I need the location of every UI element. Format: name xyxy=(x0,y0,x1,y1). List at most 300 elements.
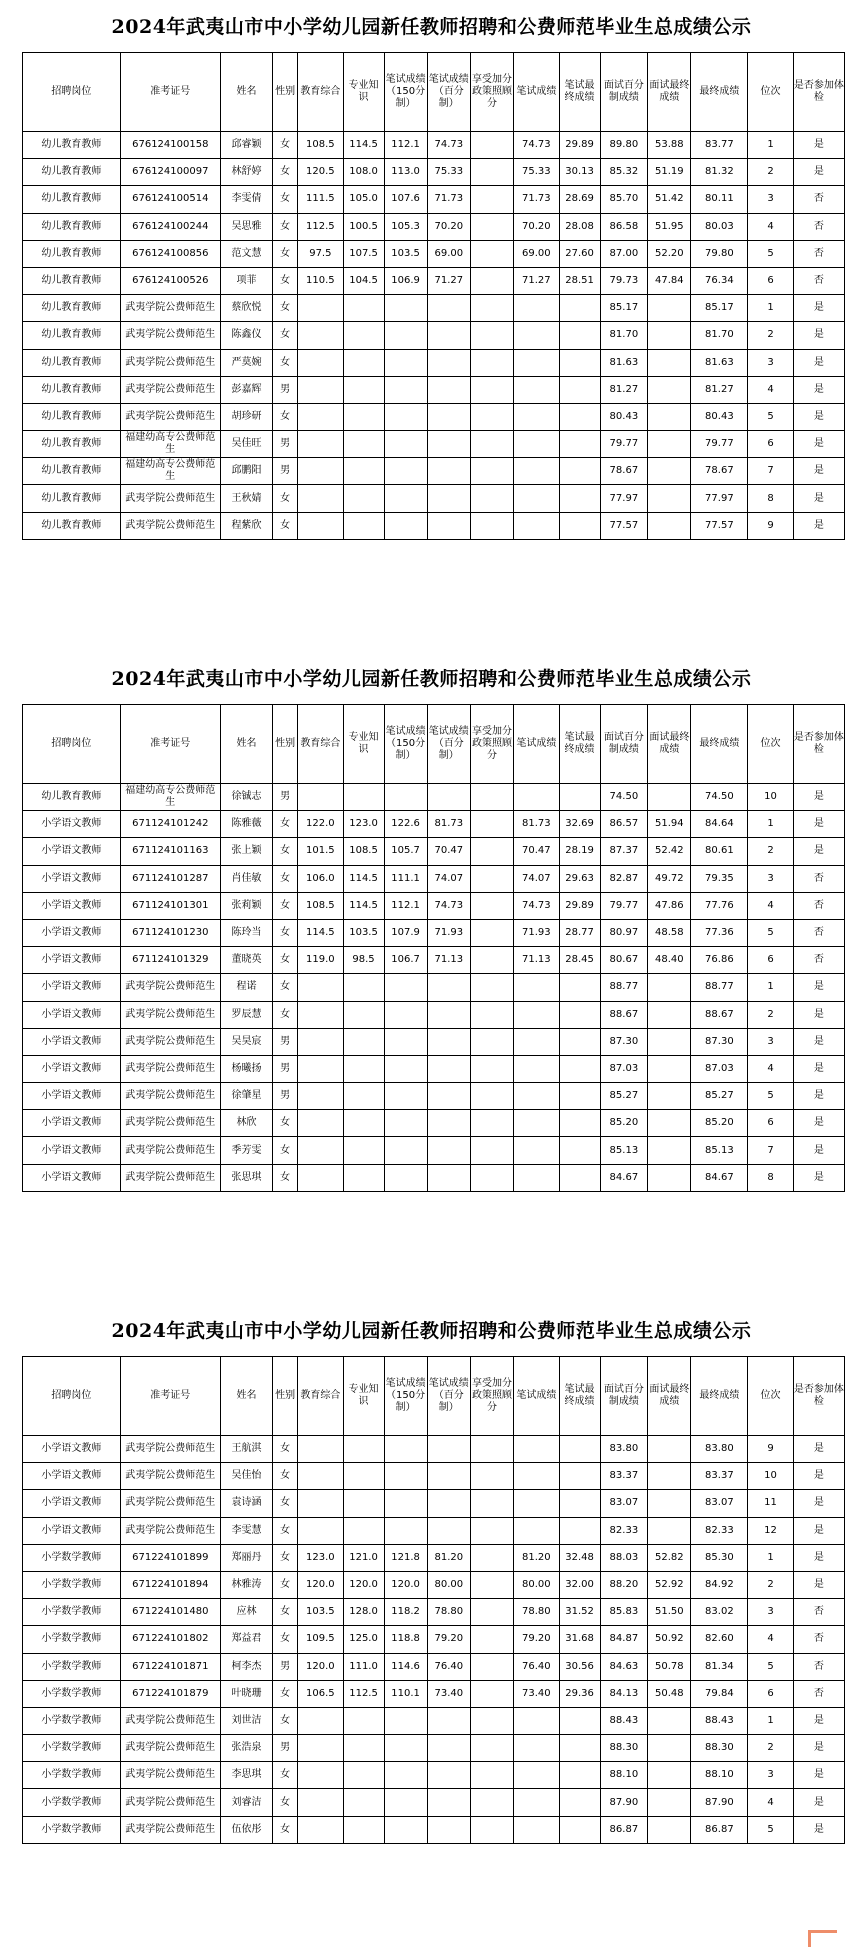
cell-written-score xyxy=(514,431,559,458)
cell-gender: 男 xyxy=(273,784,298,811)
cell-bonus xyxy=(470,1707,513,1734)
cell-physical-exam: 是 xyxy=(793,431,844,458)
cell-interview-final xyxy=(648,1001,691,1028)
cell-written-score: 73.40 xyxy=(514,1680,559,1707)
cell-interview-100: 88.77 xyxy=(600,974,648,1001)
cell-rank: 6 xyxy=(748,1110,793,1137)
cell-final-score: 82.33 xyxy=(691,1517,748,1544)
cell-interview-100: 85.27 xyxy=(600,1083,648,1110)
cell-written-100 xyxy=(427,431,470,458)
cell-final-score: 80.61 xyxy=(691,838,748,865)
cell-ticket-no: 福建幼高专公费师范生 xyxy=(120,458,220,485)
cell-written-100: 71.13 xyxy=(427,947,470,974)
cell-ticket-no: 671124101242 xyxy=(120,811,220,838)
cell-written-150: 107.6 xyxy=(384,186,427,213)
cell-gender: 女 xyxy=(273,1789,298,1816)
cell-written-100 xyxy=(427,1436,470,1463)
cell-gender: 女 xyxy=(273,811,298,838)
cell-written-final: 29.89 xyxy=(559,892,600,919)
cell-interview-100: 85.32 xyxy=(600,159,648,186)
table-row xyxy=(23,1816,845,1843)
table-row xyxy=(23,1599,845,1626)
cell-interview-100: 84.67 xyxy=(600,1164,648,1191)
cell-physical-exam: 是 xyxy=(793,1436,844,1463)
cell-interview-final xyxy=(648,784,691,811)
cell-ticket-no: 676124100856 xyxy=(120,240,220,267)
cell-written-score: 74.73 xyxy=(514,132,559,159)
cell-interview-100: 88.10 xyxy=(600,1762,648,1789)
cell-bonus xyxy=(470,1816,513,1843)
table-row xyxy=(23,485,845,512)
cell-written-150 xyxy=(384,1001,427,1028)
cell-physical-exam: 是 xyxy=(793,1544,844,1571)
cell-post: 幼儿教育教师 xyxy=(23,485,121,512)
cell-bonus xyxy=(470,240,513,267)
cell-rank: 3 xyxy=(748,1599,793,1626)
cell-bonus xyxy=(470,1762,513,1789)
table-row xyxy=(23,1001,845,1028)
cell-written-100 xyxy=(427,1789,470,1816)
cell-interview-100: 81.63 xyxy=(600,349,648,376)
cell-written-final xyxy=(559,512,600,539)
cell-bonus xyxy=(470,1571,513,1598)
cell-written-100: 69.00 xyxy=(427,240,470,267)
cell-bonus xyxy=(470,186,513,213)
cell-interview-final: 51.50 xyxy=(648,1599,691,1626)
column-header-rank: 位次 xyxy=(748,1357,793,1436)
cell-rank: 2 xyxy=(748,1571,793,1598)
cell-name: 肖佳敏 xyxy=(220,865,272,892)
table-row xyxy=(23,349,845,376)
cell-name: 陈雅薇 xyxy=(220,811,272,838)
cell-final-score: 84.67 xyxy=(691,1164,748,1191)
cell-interview-100: 83.80 xyxy=(600,1436,648,1463)
cell-ticket-no: 武夷学院公费师范生 xyxy=(120,1110,220,1137)
cell-pro-score xyxy=(343,1164,384,1191)
cell-bonus xyxy=(470,865,513,892)
cell-interview-final xyxy=(648,295,691,322)
cell-rank: 3 xyxy=(748,865,793,892)
cell-final-score: 83.77 xyxy=(691,132,748,159)
cell-written-score xyxy=(514,1735,559,1762)
cell-final-score: 82.60 xyxy=(691,1626,748,1653)
cell-final-score: 80.43 xyxy=(691,403,748,430)
cell-bonus xyxy=(470,1517,513,1544)
cell-ticket-no: 671224101894 xyxy=(120,1571,220,1598)
cell-final-score: 78.67 xyxy=(691,458,748,485)
cell-final-score: 81.70 xyxy=(691,322,748,349)
cell-name: 林舒婷 xyxy=(220,159,272,186)
cell-interview-final: 47.86 xyxy=(648,892,691,919)
cell-written-score: 71.27 xyxy=(514,267,559,294)
cell-name: 季芳雯 xyxy=(220,1137,272,1164)
column-header-physical-exam: 是否参加体检 xyxy=(793,53,844,132)
cell-written-final: 31.68 xyxy=(559,1626,600,1653)
cell-pro-score: 100.5 xyxy=(343,213,384,240)
cell-bonus xyxy=(470,1544,513,1571)
cell-ticket-no: 武夷学院公费师范生 xyxy=(120,1436,220,1463)
cell-edu-score: 120.0 xyxy=(298,1571,343,1598)
cell-bonus xyxy=(470,159,513,186)
cell-rank: 5 xyxy=(748,1653,793,1680)
cell-written-150: 120.0 xyxy=(384,1571,427,1598)
cell-ticket-no: 武夷学院公费师范生 xyxy=(120,512,220,539)
column-header-name: 姓名 xyxy=(220,705,272,784)
cell-written-150: 121.8 xyxy=(384,1544,427,1571)
cell-physical-exam: 是 xyxy=(793,1789,844,1816)
cell-rank: 4 xyxy=(748,1626,793,1653)
cell-name: 程诺 xyxy=(220,974,272,1001)
cell-written-final: 29.89 xyxy=(559,132,600,159)
cell-final-score: 76.34 xyxy=(691,267,748,294)
cell-written-150 xyxy=(384,1137,427,1164)
cell-rank: 8 xyxy=(748,485,793,512)
cell-written-score xyxy=(514,485,559,512)
cell-written-final xyxy=(559,784,600,811)
cell-interview-final: 52.42 xyxy=(648,838,691,865)
cell-interview-final xyxy=(648,1436,691,1463)
cell-physical-exam: 是 xyxy=(793,1110,844,1137)
cell-ticket-no: 武夷学院公费师范生 xyxy=(120,1164,220,1191)
column-header-interview-final: 面试最终成绩 xyxy=(648,1357,691,1436)
cell-bonus xyxy=(470,403,513,430)
cell-post: 小学语文教师 xyxy=(23,1055,121,1082)
cell-rank: 1 xyxy=(748,974,793,1001)
cell-written-score: 70.20 xyxy=(514,213,559,240)
cell-physical-exam: 是 xyxy=(793,974,844,1001)
cell-written-100 xyxy=(427,1110,470,1137)
cell-pro-score xyxy=(343,1490,384,1517)
cell-bonus xyxy=(470,213,513,240)
cell-physical-exam: 是 xyxy=(793,1137,844,1164)
cell-written-100 xyxy=(427,485,470,512)
cell-edu-score xyxy=(298,1110,343,1137)
cell-interview-final xyxy=(648,349,691,376)
cell-interview-100: 74.50 xyxy=(600,784,648,811)
cell-written-100 xyxy=(427,349,470,376)
cell-final-score: 81.27 xyxy=(691,376,748,403)
cell-post: 小学语文教师 xyxy=(23,1083,121,1110)
column-header-edu-score: 教育综合 xyxy=(298,705,343,784)
column-header-final-score: 最终成绩 xyxy=(691,53,748,132)
cell-written-score: 74.07 xyxy=(514,865,559,892)
cell-post: 小学数学教师 xyxy=(23,1707,121,1734)
table-header-row xyxy=(23,705,845,784)
cell-interview-final: 52.82 xyxy=(648,1544,691,1571)
cell-post: 幼儿教育教师 xyxy=(23,431,121,458)
cell-post: 小学语文教师 xyxy=(23,947,121,974)
column-header-ticket-no: 准考证号 xyxy=(120,53,220,132)
cell-written-final: 32.00 xyxy=(559,1571,600,1598)
cell-post: 幼儿教育教师 xyxy=(23,349,121,376)
cell-bonus xyxy=(470,1083,513,1110)
cell-post: 小学语文教师 xyxy=(23,838,121,865)
cell-interview-final xyxy=(648,1707,691,1734)
cell-written-150 xyxy=(384,1517,427,1544)
cell-ticket-no: 676124100514 xyxy=(120,186,220,213)
table-row xyxy=(23,322,845,349)
cell-physical-exam: 是 xyxy=(793,1762,844,1789)
cell-interview-100: 84.13 xyxy=(600,1680,648,1707)
cell-post: 小学数学教师 xyxy=(23,1789,121,1816)
cell-ticket-no: 武夷学院公费师范生 xyxy=(120,1816,220,1843)
cell-interview-100: 77.97 xyxy=(600,485,648,512)
cell-rank: 3 xyxy=(748,1762,793,1789)
cell-name: 蔡欣悦 xyxy=(220,295,272,322)
cell-name: 张思琪 xyxy=(220,1164,272,1191)
cell-name: 严莫婉 xyxy=(220,349,272,376)
cell-written-100: 71.73 xyxy=(427,186,470,213)
cell-interview-final: 51.19 xyxy=(648,159,691,186)
cell-written-100 xyxy=(427,1137,470,1164)
cell-written-score xyxy=(514,1164,559,1191)
cell-written-final: 29.36 xyxy=(559,1680,600,1707)
cell-gender: 女 xyxy=(273,1001,298,1028)
cell-interview-final: 47.84 xyxy=(648,267,691,294)
table-row xyxy=(23,892,845,919)
cell-gender: 女 xyxy=(273,1490,298,1517)
cell-name: 邱睿颖 xyxy=(220,132,272,159)
cell-post: 幼儿教育教师 xyxy=(23,132,121,159)
column-header-gender: 性别 xyxy=(273,705,298,784)
cell-final-score: 85.17 xyxy=(691,295,748,322)
cell-physical-exam: 否 xyxy=(793,892,844,919)
cell-written-final: 32.48 xyxy=(559,1544,600,1571)
cell-written-100 xyxy=(427,974,470,1001)
cell-gender: 女 xyxy=(273,512,298,539)
table-row xyxy=(23,1571,845,1598)
table-row xyxy=(23,295,845,322)
cell-ticket-no: 武夷学院公费师范生 xyxy=(120,1490,220,1517)
cell-physical-exam: 是 xyxy=(793,1055,844,1082)
cell-written-score xyxy=(514,1707,559,1734)
cell-post: 幼儿教育教师 xyxy=(23,512,121,539)
cell-written-score xyxy=(514,1028,559,1055)
cell-ticket-no: 671124101287 xyxy=(120,865,220,892)
cell-interview-final xyxy=(648,1735,691,1762)
cell-edu-score: 108.5 xyxy=(298,892,343,919)
cell-post: 小学语文教师 xyxy=(23,1137,121,1164)
cell-bonus xyxy=(470,784,513,811)
table-row xyxy=(23,1680,845,1707)
cell-written-final xyxy=(559,1789,600,1816)
cell-written-score xyxy=(514,376,559,403)
cell-bonus xyxy=(470,811,513,838)
cell-written-score: 75.33 xyxy=(514,159,559,186)
cell-written-150 xyxy=(384,1789,427,1816)
cell-written-150 xyxy=(384,784,427,811)
cell-ticket-no: 676124100097 xyxy=(120,159,220,186)
cell-pro-score xyxy=(343,403,384,430)
cell-interview-100: 81.27 xyxy=(600,376,648,403)
cell-bonus xyxy=(470,947,513,974)
cell-pro-score xyxy=(343,1137,384,1164)
cell-written-100: 74.73 xyxy=(427,892,470,919)
cell-final-score: 83.37 xyxy=(691,1463,748,1490)
cell-edu-score xyxy=(298,1001,343,1028)
cell-physical-exam: 否 xyxy=(793,267,844,294)
cell-written-score: 78.80 xyxy=(514,1599,559,1626)
cell-written-final xyxy=(559,1001,600,1028)
table-header-row xyxy=(23,53,845,132)
cell-written-150: 107.9 xyxy=(384,919,427,946)
cell-interview-100: 88.43 xyxy=(600,1707,648,1734)
cell-rank: 5 xyxy=(748,403,793,430)
cell-final-score: 76.86 xyxy=(691,947,748,974)
corner-logo-mark xyxy=(808,1930,837,1947)
table-row xyxy=(23,1735,845,1762)
cell-rank: 1 xyxy=(748,132,793,159)
cell-written-score xyxy=(514,1137,559,1164)
cell-written-150: 114.6 xyxy=(384,1653,427,1680)
cell-interview-final: 49.72 xyxy=(648,865,691,892)
cell-rank: 7 xyxy=(748,458,793,485)
cell-interview-100: 77.57 xyxy=(600,512,648,539)
cell-name: 张浩泉 xyxy=(220,1735,272,1762)
cell-name: 程紫欣 xyxy=(220,512,272,539)
cell-physical-exam: 否 xyxy=(793,1680,844,1707)
cell-post: 幼儿教育教师 xyxy=(23,376,121,403)
cell-written-score xyxy=(514,1517,559,1544)
cell-bonus xyxy=(470,974,513,1001)
cell-bonus xyxy=(470,1001,513,1028)
cell-physical-exam: 是 xyxy=(793,322,844,349)
cell-final-score: 85.13 xyxy=(691,1137,748,1164)
cell-written-100: 71.93 xyxy=(427,919,470,946)
cell-written-150: 110.1 xyxy=(384,1680,427,1707)
cell-bonus xyxy=(470,1055,513,1082)
cell-ticket-no: 676124100158 xyxy=(120,132,220,159)
table-row xyxy=(23,1789,845,1816)
cell-name: 王航淇 xyxy=(220,1436,272,1463)
cell-written-score: 81.20 xyxy=(514,1544,559,1571)
cell-physical-exam: 是 xyxy=(793,159,844,186)
cell-pro-score: 125.0 xyxy=(343,1626,384,1653)
cell-edu-score xyxy=(298,1436,343,1463)
table-row xyxy=(23,403,845,430)
cell-pro-score xyxy=(343,458,384,485)
cell-name: 叶晓珊 xyxy=(220,1680,272,1707)
cell-gender: 女 xyxy=(273,1137,298,1164)
cell-pro-score xyxy=(343,1083,384,1110)
cell-interview-final: 50.48 xyxy=(648,1680,691,1707)
cell-edu-score xyxy=(298,1028,343,1055)
column-header-written-final: 笔试最终成绩 xyxy=(559,1357,600,1436)
cell-gender: 女 xyxy=(273,159,298,186)
cell-post: 小学语文教师 xyxy=(23,1490,121,1517)
cell-written-150 xyxy=(384,512,427,539)
column-header-final-score: 最终成绩 xyxy=(691,1357,748,1436)
column-header-final-score: 最终成绩 xyxy=(691,705,748,784)
cell-pro-score xyxy=(343,349,384,376)
cell-written-100 xyxy=(427,295,470,322)
cell-written-150 xyxy=(384,1110,427,1137)
cell-interview-final: 53.88 xyxy=(648,132,691,159)
cell-ticket-no: 武夷学院公费师范生 xyxy=(120,376,220,403)
cell-written-100 xyxy=(427,1707,470,1734)
cell-written-100: 79.20 xyxy=(427,1626,470,1653)
table-row xyxy=(23,1490,845,1517)
cell-written-150 xyxy=(384,376,427,403)
column-header-interview-100: 面试百分制成绩 xyxy=(600,53,648,132)
cell-gender: 女 xyxy=(273,892,298,919)
cell-edu-score xyxy=(298,1463,343,1490)
cell-edu-score xyxy=(298,1816,343,1843)
cell-interview-100: 87.03 xyxy=(600,1055,648,1082)
cell-written-final: 28.45 xyxy=(559,947,600,974)
cell-final-score: 80.11 xyxy=(691,186,748,213)
cell-name: 张莉颖 xyxy=(220,892,272,919)
table-row xyxy=(23,1083,845,1110)
cell-gender: 女 xyxy=(273,267,298,294)
cell-ticket-no: 武夷学院公费师范生 xyxy=(120,1762,220,1789)
cell-pro-score xyxy=(343,295,384,322)
cell-edu-score xyxy=(298,349,343,376)
cell-bonus xyxy=(470,349,513,376)
cell-written-100 xyxy=(427,1463,470,1490)
cell-gender: 女 xyxy=(273,974,298,1001)
cell-pro-score: 98.5 xyxy=(343,947,384,974)
cell-final-score: 83.80 xyxy=(691,1436,748,1463)
cell-final-score: 87.03 xyxy=(691,1055,748,1082)
cell-gender: 女 xyxy=(273,1626,298,1653)
cell-pro-score: 128.0 xyxy=(343,1599,384,1626)
cell-name: 吴昊宸 xyxy=(220,1028,272,1055)
cell-written-score: 71.73 xyxy=(514,186,559,213)
column-header-written-100: 笔试成绩（百分制） xyxy=(427,705,470,784)
cell-pro-score xyxy=(343,1735,384,1762)
cell-rank: 12 xyxy=(748,1517,793,1544)
cell-final-score: 79.35 xyxy=(691,865,748,892)
cell-edu-score xyxy=(298,431,343,458)
cell-written-150: 106.9 xyxy=(384,267,427,294)
column-header-interview-100: 面试百分制成绩 xyxy=(600,1357,648,1436)
column-header-pro-score: 专业知识 xyxy=(343,705,384,784)
column-header-pro-score: 专业知识 xyxy=(343,53,384,132)
cell-post: 幼儿教育教师 xyxy=(23,186,121,213)
table-row xyxy=(23,1626,845,1653)
cell-interview-100: 89.80 xyxy=(600,132,648,159)
cell-written-score xyxy=(514,322,559,349)
cell-post: 小学语文教师 xyxy=(23,1436,121,1463)
cell-interview-100: 87.00 xyxy=(600,240,648,267)
cell-edu-score xyxy=(298,1789,343,1816)
cell-interview-final xyxy=(648,1110,691,1137)
cell-edu-score xyxy=(298,974,343,1001)
cell-interview-100: 88.03 xyxy=(600,1544,648,1571)
table-row xyxy=(23,1517,845,1544)
cell-bonus xyxy=(470,1463,513,1490)
cell-interview-100: 85.70 xyxy=(600,186,648,213)
cell-written-score xyxy=(514,349,559,376)
cell-name: 王秋婧 xyxy=(220,485,272,512)
cell-written-score xyxy=(514,512,559,539)
cell-rank: 8 xyxy=(748,1164,793,1191)
cell-bonus xyxy=(470,1137,513,1164)
cell-gender: 女 xyxy=(273,919,298,946)
cell-post: 小学语文教师 xyxy=(23,811,121,838)
cell-ticket-no: 671124101230 xyxy=(120,919,220,946)
cell-edu-score xyxy=(298,458,343,485)
cell-ticket-no: 武夷学院公费师范生 xyxy=(120,349,220,376)
cell-pro-score xyxy=(343,512,384,539)
cell-written-final xyxy=(559,1436,600,1463)
cell-bonus xyxy=(470,919,513,946)
cell-post: 小学数学教师 xyxy=(23,1653,121,1680)
cell-rank: 2 xyxy=(748,159,793,186)
cell-interview-100: 81.70 xyxy=(600,322,648,349)
cell-pro-score: 105.0 xyxy=(343,186,384,213)
